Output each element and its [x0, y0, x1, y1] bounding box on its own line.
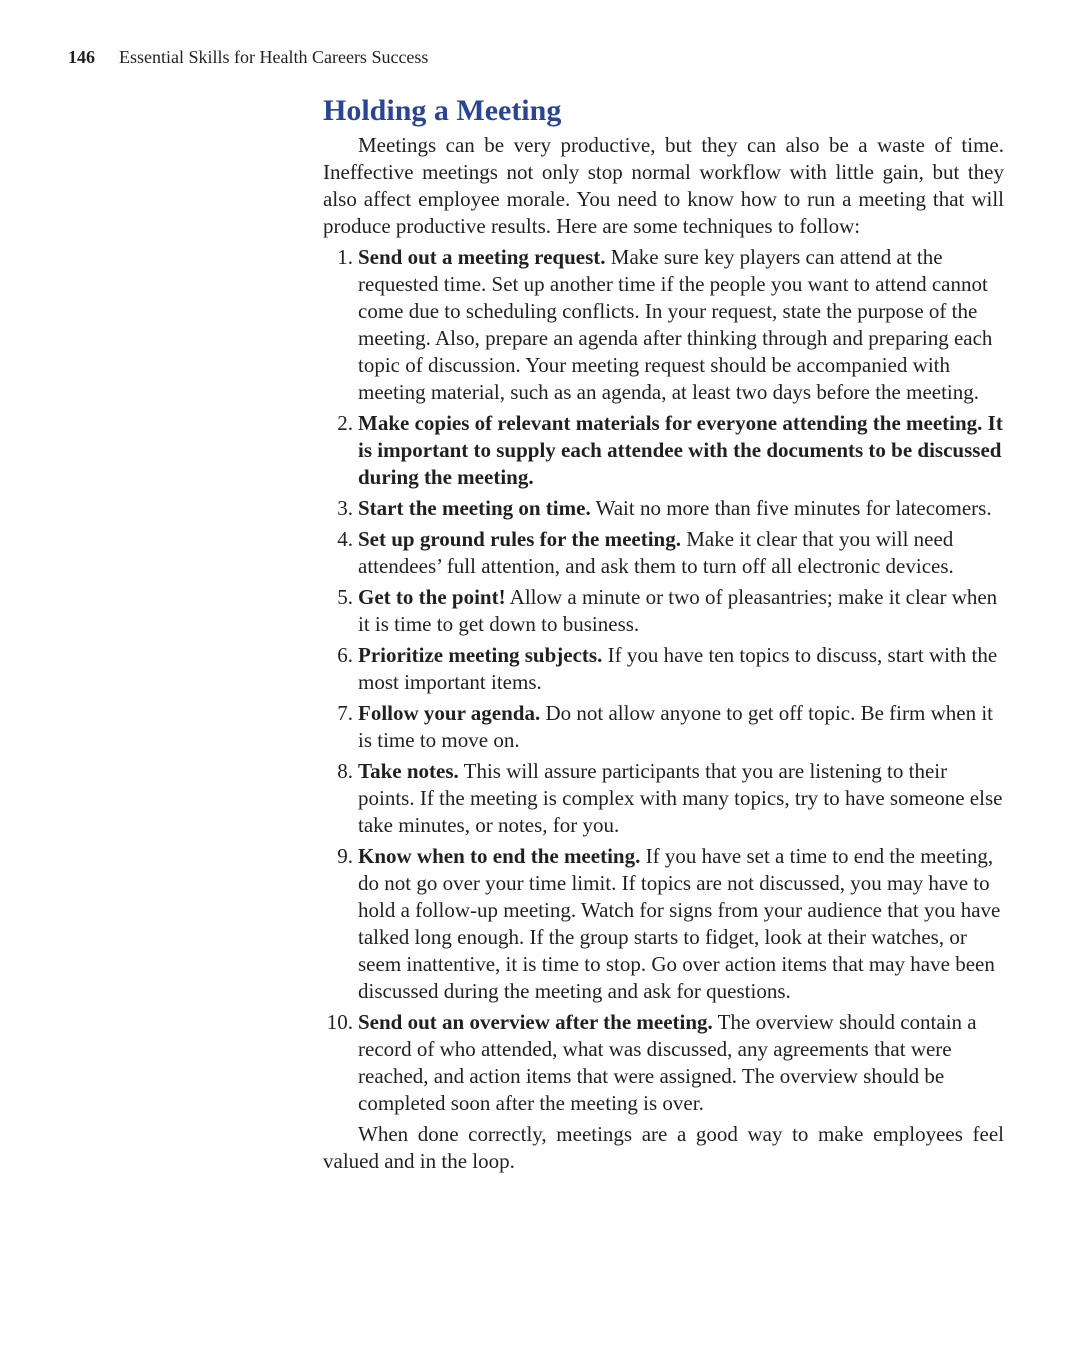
section-title: Holding a Meeting: [323, 94, 562, 127]
item-number: 1.: [337, 245, 353, 269]
item-lead: Set up ground rules for the meeting.: [358, 527, 681, 551]
list-item: [323, 495, 1004, 522]
techniques-list: [323, 244, 1004, 1117]
main-column: [323, 92, 1004, 1175]
item-text: Allow a minute or two of pleasantries; make it clear when it is time to get down to business.: [358, 585, 998, 636]
item-lead: Take notes.: [358, 759, 459, 783]
running-header: [68, 47, 428, 68]
item-text: Make it clear that you will need attendees’ full attention, and ask them to turn off all electronic devices.: [358, 527, 954, 578]
item-number: 2.: [337, 411, 353, 435]
item-number: 4.: [337, 527, 353, 551]
page-number: 146: [68, 47, 95, 67]
list-item: [323, 526, 1004, 580]
list-item: [323, 410, 1004, 491]
item-number: 7.: [337, 701, 353, 725]
item-text: If you have set a time to end the meeting, do not go over your time limit. If topics are not discussed, you may have to hold a follow-up meeting. Watch for signs from your audience that you have talked long enough. If the group starts to fidget, look at their watches, or seem inattentive, it is time to stop. Go over action items that may have been discussed during the meeting and ask for questions.: [358, 844, 1001, 1003]
item-lead: Prioritize meeting subjects.: [358, 643, 603, 667]
item-text: If you have ten topics to discuss, start with the most important items.: [358, 643, 998, 694]
item-number: 3.: [337, 496, 353, 520]
item-lead: Follow your agenda.: [358, 701, 541, 725]
item-text: Do not allow anyone to get off topic. Be firm when it is time to move on.: [358, 701, 993, 752]
list-item: [323, 843, 1004, 1005]
intro-paragraph: Meetings can be very productive, but they can also be a waste of time. Ineffective meetings not only stop normal workflow with little gain, but they also affect employee morale. You need to know how to run a meeting that will produce productive results. Here are some techniques to follow:: [323, 133, 1004, 238]
item-number: 6.: [337, 643, 353, 667]
item-number: 9.: [337, 844, 353, 868]
item-lead: Send out an overview after the meeting.: [358, 1010, 713, 1034]
closing-paragraph: When done correctly, meetings are a good way to make employees feel valued and in the loop.: [323, 1122, 1004, 1173]
list-item: [323, 244, 1004, 406]
item-lead: Make copies of relevant materials for everyone attending the meeting. It is important to supply each attendee with the documents to be discussed during the meeting.: [358, 411, 1003, 489]
item-text: Make sure key players can attend at the requested time. Set up another time if the people you want to attend cannot come due to scheduling conflicts. In your request, state the purpose of the meeting. Also, prepare an agenda after thinking through and preparing each topic of discussion. Your meeting request should be accompanied with meeting material, such as an agenda, at least two days before the meeting.: [358, 245, 993, 404]
list-item: [323, 700, 1004, 754]
list-item: [323, 758, 1004, 839]
item-text: This will assure participants that you are listening to their points. If the meeting is complex with many topics, try to have someone else take minutes, or notes, for you.: [358, 759, 1003, 837]
item-lead: Start the meeting on time.: [358, 496, 591, 520]
list-item: [323, 1009, 1004, 1117]
item-text: Wait no more than five minutes for latecomers.: [590, 496, 992, 520]
item-number: 8.: [337, 759, 353, 783]
item-lead: Know when to end the meeting.: [358, 844, 641, 868]
book-title: Essential Skills for Health Careers Success: [119, 47, 429, 67]
item-text: The overview should contain a record of who attended, what was discussed, any agreements that were reached, and action items that were assigned. The overview should be completed soon after the meeting is over.: [358, 1010, 977, 1115]
item-lead: Get to the point!: [358, 585, 506, 609]
list-item: [323, 584, 1004, 638]
item-number: 5.: [337, 585, 353, 609]
item-lead: Send out a meeting request.: [358, 245, 606, 269]
list-item: [323, 642, 1004, 696]
item-number: 10.: [326, 1010, 353, 1034]
